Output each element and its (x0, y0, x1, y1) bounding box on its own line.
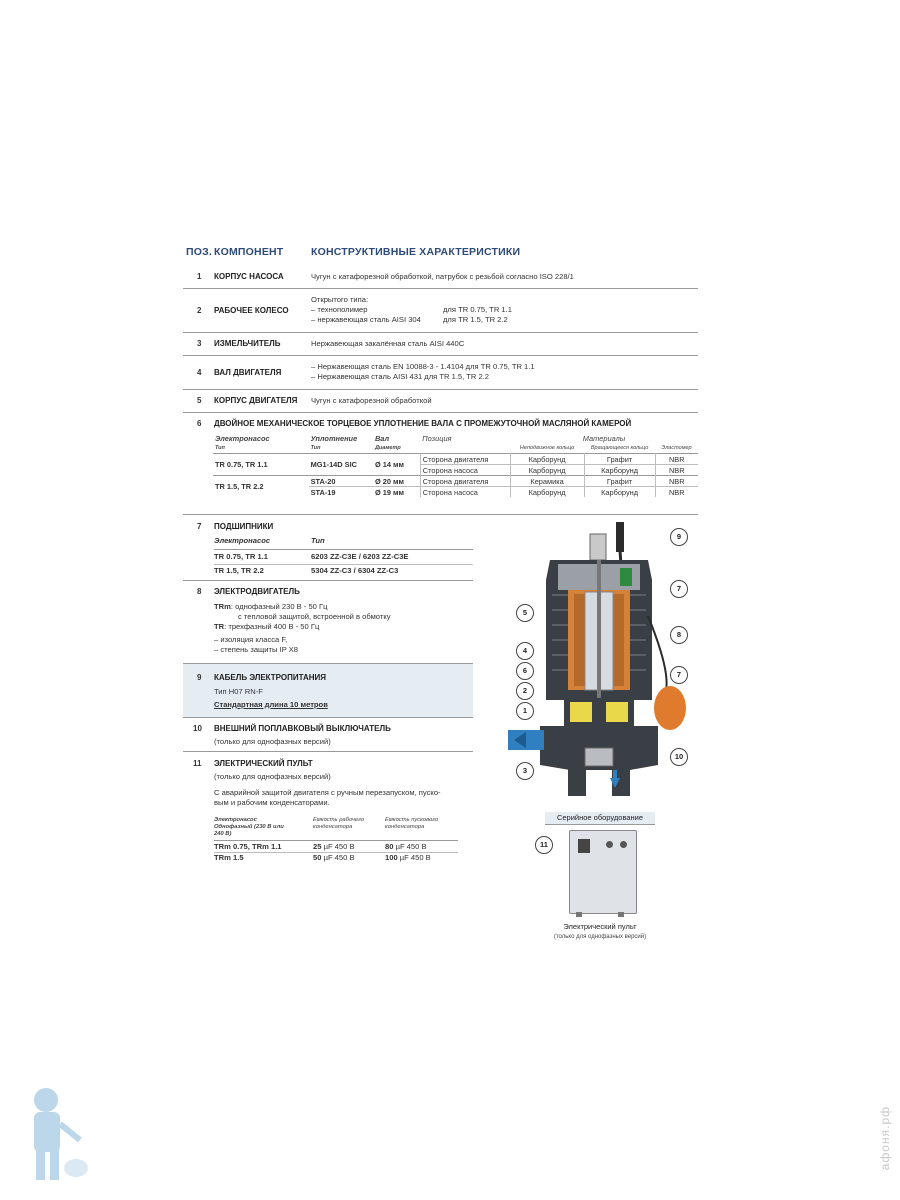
cap-unit: µF 450 В (393, 842, 427, 851)
row-1 (183, 266, 698, 289)
callout-5: 5 (516, 604, 534, 622)
row-5 (183, 390, 698, 413)
table-cell: Керамика (510, 476, 584, 487)
table-cell: TR 0.75, TR 1.1 (214, 552, 269, 561)
cap-value: 100 (385, 853, 398, 862)
table-cell: Карборунд (584, 487, 655, 498)
mascot-logo (10, 1080, 90, 1190)
row-6 (183, 413, 698, 515)
callout-10: 10 (670, 748, 688, 766)
col-header-line: Емкость пускового (385, 817, 439, 823)
header-pos: ПОЗ. (186, 246, 213, 258)
row-number: 8 (197, 587, 202, 596)
component-desc: – нержавеющая сталь AISI 304 (311, 315, 421, 324)
header-specs: КОНСТРУКТИВНЫЕ ХАРАКТЕРИСТИКИ (311, 246, 521, 258)
col-header-line: конденсатора (385, 824, 425, 830)
table-cell: 6203 ZZ-C3E / 6203 ZZ-C3E (311, 552, 409, 561)
component-name: ВНЕШНИЙ ПОПЛАВКОВЫЙ ВЫКЛЮЧАТЕЛЬ (214, 724, 391, 733)
component-name: КОРПУС ДВИГАТЕЛЯ (214, 396, 298, 405)
col-header-line: конденсатора (313, 824, 353, 830)
table-cell: MG1-14D SIC (310, 460, 358, 469)
table-cell: TR 0.75, TR 1.1 (215, 460, 268, 469)
component-name: ЭЛЕКТРОДВИГАТЕЛЬ (214, 587, 300, 596)
col-subheader: Вращающееся кольцо (590, 445, 649, 451)
panel-caption-note: (только для однофазных версий) (553, 934, 647, 940)
table-cell (385, 842, 427, 852)
cable-gland (618, 912, 624, 917)
col-header: Тип (311, 536, 325, 545)
table-cell: Карборунд (510, 465, 584, 476)
callout-6: 6 (516, 662, 534, 680)
component-name: КОРПУС НАСОСА (214, 272, 284, 281)
cap-unit: µF 450 В (321, 853, 355, 862)
row-number: 7 (197, 522, 202, 531)
cap-unit: µF 450 В (321, 842, 355, 851)
component-note: (только для однофазных версий) (214, 737, 331, 746)
component-desc: для TR 0.75, TR 1.1 (443, 305, 512, 314)
cable-gland (576, 912, 582, 917)
cap-value: 80 (385, 842, 394, 851)
table-cell: Карборунд (584, 465, 655, 476)
table-cell (313, 853, 355, 863)
table-cell (385, 853, 431, 863)
motor-single-phase (214, 602, 327, 612)
cap-value: 50 (313, 853, 322, 862)
table-cell: NBR (655, 487, 698, 498)
component-name: ВАЛ ДВИГАТЕЛЯ (214, 368, 282, 377)
col-subheader: Эластомер (661, 445, 692, 451)
row-3 (183, 333, 698, 356)
table-cell: Карборунд (510, 487, 584, 498)
table-cell: TRm 0.75, TRm 1.1 (214, 842, 282, 851)
callout-9: 9 (670, 528, 688, 546)
table-cell: TR 1.5, TR 2.2 (214, 566, 264, 575)
col-subheader: Неподвижное кольцо (519, 445, 575, 451)
component-desc: Чугун с катафорезной обработкой, патрубок с резьбой согласно ISO 228/1 (311, 272, 574, 281)
callout-7: 7 (670, 580, 688, 598)
table-cell: 5304 ZZ-C3 / 6304 ZZ-C3 (311, 566, 399, 575)
col-header-line: Емкость рабочего (313, 817, 365, 823)
col-subheader: Диаметр (374, 445, 401, 451)
component-desc: Нержавеющая закалённая сталь AISI 440C (311, 339, 465, 348)
component-desc: для TR 1.5, TR 2.2 (443, 315, 508, 324)
standard-equipment (540, 812, 655, 952)
table-cell: NBR (655, 465, 698, 476)
header-component: КОМПОНЕНТ (214, 246, 284, 258)
col-header-line: Электронасос (214, 817, 257, 823)
motor-code: TRm (214, 602, 231, 611)
divider (214, 840, 458, 841)
motor-desc: с тепловой защитой, встроенной в обмотку (238, 612, 391, 621)
col-header-line: 240 В) (214, 831, 232, 837)
motor-code: TR (214, 622, 225, 631)
table-cell: NBR (655, 454, 698, 465)
callout-7b: 7 (670, 666, 688, 684)
component-name: ЭЛЕКТРИЧЕСКИЙ ПУЛЬТ (214, 759, 313, 768)
callout-1: 1 (516, 702, 534, 720)
cable-type: Тип H07 RN-F (214, 687, 263, 696)
watermark: афоня.рф (878, 1105, 892, 1170)
row-number: 4 (197, 368, 202, 377)
col-header: Материалы (582, 433, 626, 443)
pump-cross-section-drawing (480, 520, 700, 800)
col-header: Вал (374, 433, 390, 443)
control-panel (569, 830, 637, 914)
panel-title: Серийное оборудование (545, 812, 655, 825)
motor-feature: – изоляция класса F, (214, 635, 288, 644)
seal-table (213, 433, 698, 497)
col-header: Электронасос (215, 433, 270, 443)
col-header: Уплотнение (310, 433, 358, 443)
component-name: ПОДШИПНИКИ (214, 522, 274, 531)
row-8 (183, 581, 473, 662)
table-cell: Сторона насоса (420, 487, 510, 498)
col-header: Электронасос (214, 536, 271, 545)
row-number: 11 (193, 759, 202, 768)
component-desc: Открытого типа: (311, 295, 369, 304)
row-number: 1 (197, 272, 202, 281)
component-desc: вым и рабочим конденсаторами. (214, 798, 330, 807)
component-name: ИЗМЕЛЬЧИТЕЛЬ (214, 339, 281, 348)
indicator-light (606, 841, 613, 848)
pump-cross-section (480, 520, 700, 805)
component-note: (только для однофазных версий) (214, 772, 331, 781)
component-name: РАБОЧЕЕ КОЛЕСО (214, 306, 289, 315)
motor-three-phase (214, 622, 319, 632)
cable-length: Стандартная длина 10 метров (214, 700, 328, 709)
component-desc: – технополимер (311, 305, 368, 314)
divider (214, 564, 473, 565)
component-name: КАБЕЛЬ ЭЛЕКТРОПИТАНИЯ (214, 673, 327, 682)
callout-4: 4 (516, 642, 534, 660)
switch-knob (578, 839, 590, 853)
component-desc: – Нержавеющая сталь EN 10088-3 - 1.4104 для TR 0.75, TR 1.1 (311, 362, 535, 371)
col-header (313, 817, 364, 831)
row-number: 9 (197, 673, 202, 682)
motor-desc: : трехфазный 400 В - 50 Гц (224, 622, 320, 631)
row-number: 2 (197, 306, 202, 315)
col-header: Позиция (422, 433, 452, 443)
table-cell: TR 1.5, TR 2.2 (215, 482, 264, 491)
row-11 (183, 752, 473, 872)
component-name: ДВОЙНОЕ МЕХАНИЧЕСКОЕ ТОРЦЕВОЕ УПЛОТНЕНИЕ ВАЛА С ПРОМЕЖУТОЧНОЙ МАСЛЯНОЙ КАМЕРОЙ (214, 419, 632, 428)
callout-8: 8 (670, 626, 688, 644)
row-4 (183, 356, 698, 390)
panel-caption: Электрический пульт (563, 922, 637, 931)
table-cell: TRm 1.5 (214, 853, 244, 862)
indicator-light (620, 841, 627, 848)
table-cell: Сторона насоса (420, 465, 510, 476)
table-cell: Карборунд (510, 454, 584, 465)
divider (214, 549, 473, 550)
table-cell: Сторона двигателя (420, 476, 510, 487)
col-header (214, 817, 284, 838)
table-cell: Ø 20 мм (374, 476, 404, 486)
callout-3: 3 (516, 762, 534, 780)
row-7 (183, 515, 473, 581)
col-subheader: Тип (215, 445, 225, 451)
component-desc: – Нержавеющая сталь AISI 431 для TR 1.5, TR 2.2 (311, 372, 490, 381)
row-10 (183, 717, 473, 752)
table-cell: Ø 14 мм (374, 460, 404, 469)
col-header (385, 817, 438, 831)
table-cell: STA-19 (310, 487, 336, 497)
row-number: 6 (197, 419, 202, 428)
motor-feature: – степень защиты IP X8 (214, 645, 299, 654)
table-cell: STA-20 (310, 476, 336, 486)
table-cell (313, 842, 355, 852)
table-cell: NBR (655, 476, 698, 487)
callout-2: 2 (516, 682, 534, 700)
component-desc: С аварийной защитой двигателя с ручным перезапуском, пуско- (214, 788, 441, 797)
cap-value: 25 (313, 842, 322, 851)
row-number: 5 (197, 396, 202, 405)
row-2 (183, 289, 698, 333)
col-subheader: Тип (310, 445, 321, 451)
component-desc: Чугун с катафорезной обработкой (311, 396, 432, 405)
table-cell: Ø 19 мм (374, 487, 404, 497)
cap-unit: µF 450 В (397, 853, 431, 862)
col-header-line: Однофазный (230 В или (214, 824, 284, 830)
row-number: 10 (193, 724, 202, 733)
table-cell: Сторона двигателя (420, 454, 510, 465)
callout-11: 11 (535, 836, 553, 854)
row-number: 3 (197, 339, 202, 348)
row-9 (183, 663, 473, 718)
motor-desc: : однофазный 230 В - 50 Гц (230, 602, 328, 611)
table-cell: Графит (584, 454, 655, 465)
table-cell: Графит (584, 476, 655, 487)
